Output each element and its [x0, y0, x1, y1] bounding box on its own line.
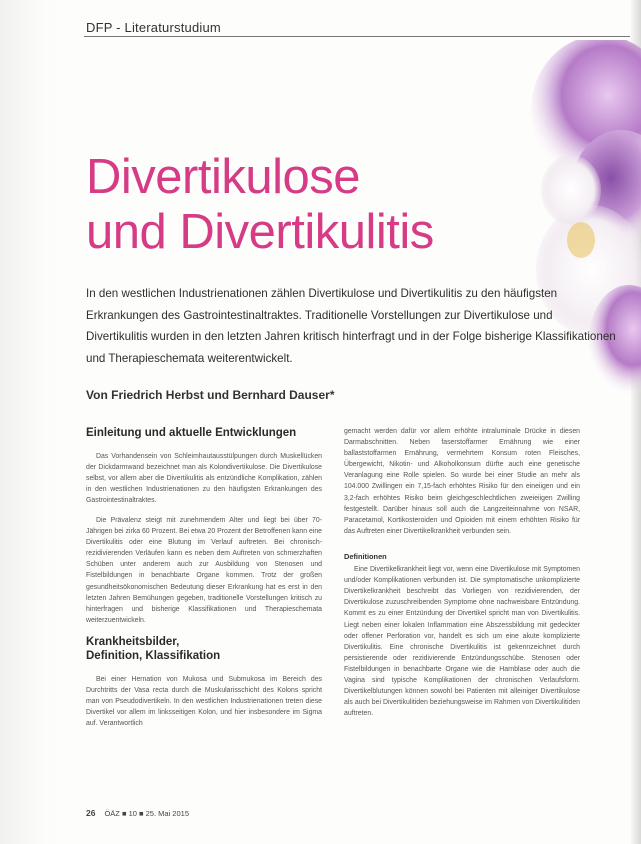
title-line-2: und Divertikulitis — [86, 205, 434, 259]
body-paragraph: gemacht werden dafür vor allem erhöhte intraluminale Drücke in diesen Darmabschnitten. Neben faserstoffarmer Ernährung wie einer ballaststoffarmen Ernährung, vermehrtem Konsum roten Fleisches, Übergewicht, Nikotin- und Alkoholkonsum dürfte auch eine genetische Veranlagung eine Rolle spielen. So wurde bei einer Studie an mehr als 104.000 Zwillingen ein 7,15-fach erhöhtes Risiko für den eineiigen und ein 3,2-fach erhöhtes Risiko beim gleichgeschlechtlichen zweieiigen Zwilling festgestellt. Darüber hinaus soll auch die Langzeiteinnahme von NSAR, Paracetamol, Kortikosteroiden und Opioiden mit einem erhöhten Risiko für das Auftreten einer Divertikelkrankheit verbunden sein. — [344, 428, 580, 535]
heading-line: Krankheitsbilder, — [86, 635, 180, 648]
section-label: DFP - Literaturstudium — [86, 20, 221, 35]
body-paragraph: Die Prävalenz steigt mit zunehmendem Alter und liegt bei über 70-Jährigen bei zirka 60 Prozent. Bei etwa 20 Prozent der Betroffenen kann eine Divertikulitis oder eine Blutung im Verlauf auftreten. Bei chronisch-rezidivierenden Verläufen kann es neben dem Auftreten von schmerzhaften Schüben unter anderem auch zur Ausbildung von Stenosen und Fistelbildungen in benachbarte Organe kommen. Trotz der großen gesundheitsökonomischen Bedeutung dieser Erkrankung hat es erst in den letzten Jahren Bemühungen gegeben, traditionelle Vorstellungen kritisch zu hinterfragen und bisherige Klassifikationen und Therapieschemata weiterzuentwickeln. — [86, 516, 322, 624]
article-title — [86, 150, 434, 260]
body-paragraph: Eine Divertikelkrankheit liegt vor, wenn eine Divertikulose mit Symptomen und/oder Komplikationen verbunden ist. Die symptomatische unkomplizierte Divertikelkrankheit beschreibt das Vorliegen von rezidivierenden, der Divertikulose zuzuschreibenden Symptome ohne nachweisbare Entzündung. Kommt es zu einer Entzündung der Divertikel spricht man von Divertikulitis. Liegt neben einer lokalen Inflammation eine Abszessbildung mit gedeckter oder offener Perforation vor, handelt es sich um eine akute komplizierte Divertikulitis. Eine chronische Divertikulitis ist gekennzeichnet durch persistierende oder rezidivierende Entzündungsschübe. Stenosen oder Fistelbildungen in benachbarte Organe wie die Harnblase oder auch die Vagina sind typische Komplikationen der chronischen Verlaufsform. Divertikelblutungen können sowohl bei Patienten mit alleiniger Divertikulose als auch bei Divertikulitiden beziehungsweise im Rahmen von Divertikulitiden auftreten. — [344, 566, 580, 718]
lead-paragraph: In den westlichen Industrienationen zählen Divertikulose und Divertikulitis zu den häufigsten Erkrankungen des Gastrointestinaltraktes. Traditionelle Vorstellungen zur Divertikulose und Divertikulitis wurden in den letzten Jahren kritisch hinterfragt und in der Folge bisherige Klassifikationen und Therapieschemata weiterentwickelt. — [86, 287, 616, 365]
heading-line: Definition, Klassifikation — [86, 650, 221, 663]
text-column-left — [86, 426, 322, 738]
section-heading-intro: Einleitung und aktuelle Entwicklungen — [86, 427, 297, 439]
page-footer — [86, 808, 189, 818]
page-number: 26 — [86, 808, 96, 818]
body-paragraph: Bei einer Hernation von Mukosa und Submukosa im Bereich des Durchtritts der Vasa recta durch die Muskularisschicht des Kolons spricht man von Pseudodivertikeln. In den westlichen Industrienationen treten diese Divertikel vor allem im linksseitigen Kolon, und hier insbesondere im Sigma auf. Verantwortlich — [86, 675, 322, 728]
issue-info: ÖÄZ ■ 10 ■ 25. Mai 2015 — [104, 809, 189, 818]
body-paragraph: Das Vorhandensein von Schleimhautausstülpungen durch Muskellücken der Dickdarmwand bezeichnet man als Kolondivertikulose. Die Divertikulose selbst, vor allem aber die Divertikulitis als entzündliche Komplikation, zählen in den westlichen Industrienationen zu den häufigsten Erkrankungen des Gastrointestinaltraktes. — [86, 452, 322, 504]
text-column-right — [344, 426, 580, 728]
author-line: Von Friedrich Herbst und Bernhard Dauser* — [86, 388, 335, 402]
scan-shadow-left — [0, 0, 58, 844]
header-divider — [84, 36, 630, 37]
subheading-definitions: Definitionen — [344, 551, 387, 561]
title-line-1: Divertikulose — [86, 150, 360, 204]
section-heading-definition — [86, 635, 322, 664]
